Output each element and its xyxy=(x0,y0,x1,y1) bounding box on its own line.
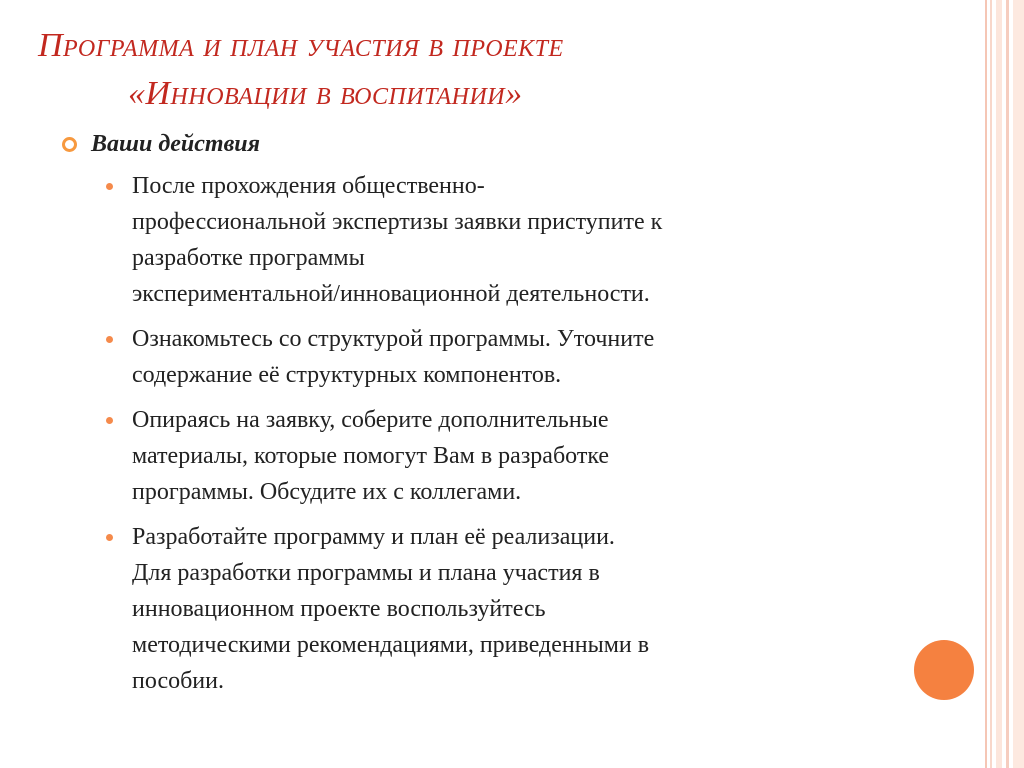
slide-title xyxy=(38,22,938,118)
decor-stripe xyxy=(985,0,987,768)
bullet-item xyxy=(106,168,932,312)
bullet-dot-icon xyxy=(106,534,113,541)
decor-stripe xyxy=(1013,0,1024,768)
decor-stripe xyxy=(1006,0,1009,768)
decor-stripe xyxy=(990,0,992,768)
bullet-text-line: Ознакомьтесь со структурой программы. Уточните xyxy=(132,326,655,352)
bullet-list xyxy=(62,168,942,699)
bullet-text-line: разработке программы xyxy=(132,245,365,271)
slide-title-line-1: Программа и план участия в проекте xyxy=(38,27,564,64)
bullet-item xyxy=(106,321,932,393)
content-section xyxy=(62,126,942,708)
bullet-text-line: После прохождения общественно- xyxy=(132,173,485,199)
section-title: Ваши действия xyxy=(91,130,261,157)
bullet-item xyxy=(106,402,932,510)
bullet-text-line: материалы, которые помогут Вам в разработке xyxy=(132,443,610,469)
bullet-text-line: экспериментальной/инновационной деятельности. xyxy=(132,281,650,307)
bullet-text-line: Опираясь на заявку, соберите дополнительные xyxy=(132,407,609,433)
decor-stripe xyxy=(996,0,1002,768)
ring-bullet-icon xyxy=(62,137,77,152)
bullet-text-line: пособии. xyxy=(132,668,224,694)
bullet-dot-icon xyxy=(106,336,113,343)
bullet-dot-icon xyxy=(106,183,113,190)
bullet-text-line: содержание её структурных компонентов. xyxy=(132,362,562,388)
bullet-text-line: методическими рекомендациями, приведенными в xyxy=(132,632,650,658)
slide-title-line-2: «Инновации в воспитании» xyxy=(128,75,523,112)
bullet-text-line: Разработайте программу и план её реализации. xyxy=(132,524,615,550)
bullet-item xyxy=(106,519,932,699)
bullet-text-line: Для разработки программы и плана участия в xyxy=(132,560,600,586)
decor-orange-circle xyxy=(914,640,974,700)
bullet-text-line: профессиональной экспертизы заявки приступите к xyxy=(132,209,663,235)
bullet-dot-icon xyxy=(106,417,113,424)
bullet-text-line: программы. Обсудите их с коллегами. xyxy=(132,479,522,505)
bullet-text-line: инновационном проекте воспользуйтесь xyxy=(132,596,546,622)
section-header xyxy=(62,126,942,162)
